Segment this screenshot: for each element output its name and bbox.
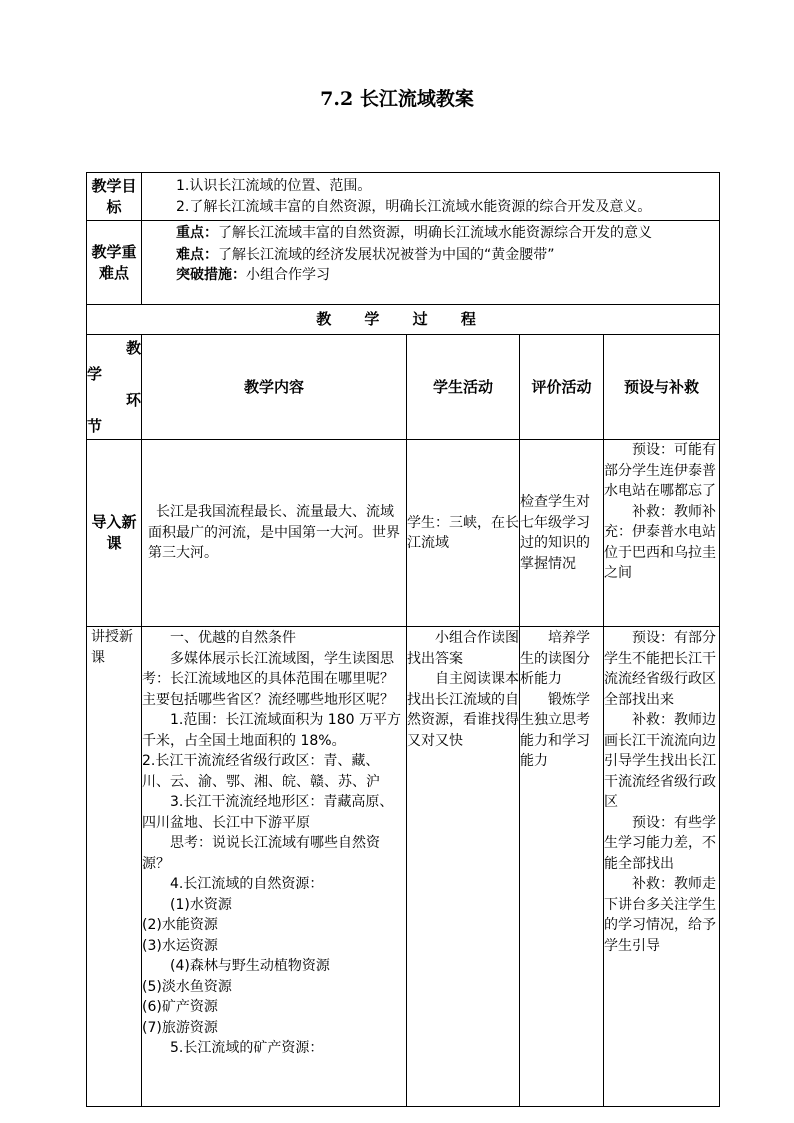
eval-activity: 培养学生的读图分析能力 xyxy=(520,630,590,687)
key-label: 教学重难点 xyxy=(87,221,142,305)
tupo-label: 突破措施： xyxy=(176,267,246,283)
stage-header-char: 环 xyxy=(125,391,141,409)
content-line: (1)水资源 xyxy=(170,896,232,913)
content-line: 1.范围：长江流域面积为 180 万平方千米，占全国土地面积的 18%。 xyxy=(142,712,401,749)
content-line: 5.长江流域的矿产资源： xyxy=(170,1040,324,1056)
goals-label: 教学目标 xyxy=(87,173,142,221)
stage-header-char: 教 xyxy=(125,339,141,357)
content-line: (5)淡水鱼资源 xyxy=(142,978,232,995)
teach-preset xyxy=(604,627,720,1107)
preset-header: 预设与补救 xyxy=(604,335,720,440)
eval-header: 评价活动 xyxy=(520,335,604,440)
teach-row xyxy=(87,627,720,1107)
goals-content xyxy=(142,173,720,221)
content-line: 多媒体展示长江流域图，学生读图思考：长江流域地区的具体范围在哪里呢？主要包括哪些省区？流经哪些地形区呢？ xyxy=(142,650,394,708)
process-title-row xyxy=(87,305,720,335)
intro-row xyxy=(87,440,720,627)
content-line: (3)水运资源 xyxy=(142,937,218,954)
preset-text: 预设：有些学生学习能力差，不能全部找出 xyxy=(604,814,716,872)
intro-student: 学生：三峡，在长江流域 xyxy=(407,440,520,627)
lesson-plan-table xyxy=(86,172,720,1107)
content-line: 4.长江流域的自然资源： xyxy=(170,876,324,892)
intro-stage: 导入新课 xyxy=(87,440,142,627)
content-line: (6)矿产资源 xyxy=(142,999,218,1015)
teach-stage: 讲授新课 xyxy=(87,627,142,1107)
process-title: 教 学 过 程 xyxy=(87,305,720,335)
remedy-text: 补救：教师边画长江干流流向边引导学生找出长江干流流经省级行政区 xyxy=(604,712,716,810)
student-activity: 小组合作读图找出答案 xyxy=(407,630,519,667)
stage-header-char: 节 xyxy=(87,417,103,435)
teach-eval xyxy=(520,627,604,1107)
teach-student xyxy=(407,627,520,1107)
goals-row xyxy=(87,173,720,221)
intro-content: 长江是我国流程最长、流量最大、流域面积最广的河流，是中国第一大河。世界第三大河。 xyxy=(142,440,407,627)
content-line: (4)森林与野生动植物资源 xyxy=(170,958,330,974)
content-header: 教学内容 xyxy=(142,335,407,440)
key-content xyxy=(142,221,720,305)
content-line: 3.长江干流流经地形区：青藏高原、四川盆地、长江中下游平原 xyxy=(142,794,394,831)
preset-text: 预设：有部分学生不能把长江干流流经省级行政区全部找出来 xyxy=(604,630,716,708)
remedy-text: 补救：教师补充：伊泰普水电站位于巴西和乌拉圭之间 xyxy=(604,503,716,581)
tupo-text: 小组合作学习 xyxy=(246,267,330,283)
nandian-text: 了解长江流域的经济发展状况被誉为中国的“黄金腰带” xyxy=(218,247,555,263)
goal-item: 1.认识长江流域的位置、范围。 xyxy=(176,178,372,194)
header-row xyxy=(87,335,720,440)
document-title: 7.2 长江流域教案 xyxy=(320,88,474,110)
zhongdian-text: 了解长江流域丰富的自然资源，明确长江流域水能资源综合开发的意义 xyxy=(218,225,652,241)
goal-item: 2.了解长江流域丰富的自然资源，明确长江流域水能资源的综合开发及意义。 xyxy=(176,198,652,215)
student-activity: 自主阅读课本找出长江流域的自然资源，看谁找得又对又快 xyxy=(407,671,519,749)
content-line: (2)水能资源 xyxy=(142,917,218,933)
intro-eval: 检查学生对七年级学习过的知识的掌握情况 xyxy=(520,440,604,627)
key-row xyxy=(87,221,720,305)
zhongdian-label: 重点： xyxy=(176,225,218,241)
intro-preset xyxy=(604,440,720,627)
content-line: 2.长江干流流经省级行政区：青、藏、川、云、渝、鄂、湘、皖、赣、苏、沪 xyxy=(142,753,380,790)
stage-header xyxy=(87,335,142,440)
preset-text: 预设：可能有部分学生连伊泰普水电站在哪都忘了 xyxy=(604,442,716,499)
nandian-label: 难点： xyxy=(176,247,218,263)
stage-header-char: 学 xyxy=(87,365,103,383)
teach-content xyxy=(142,627,407,1107)
eval-activity: 锻炼学生独立思考能力和学习能力 xyxy=(520,691,590,769)
content-line: (7)旅游资源 xyxy=(142,1019,218,1036)
content-line: 思考：说说长江流域有哪些自然资源？ xyxy=(142,835,380,872)
content-line: 一、优越的自然条件 xyxy=(170,630,296,646)
remedy-text: 补救：教师走下讲台多关注学生的学习情况，给予学生引导 xyxy=(604,876,716,954)
student-header: 学生活动 xyxy=(407,335,520,440)
